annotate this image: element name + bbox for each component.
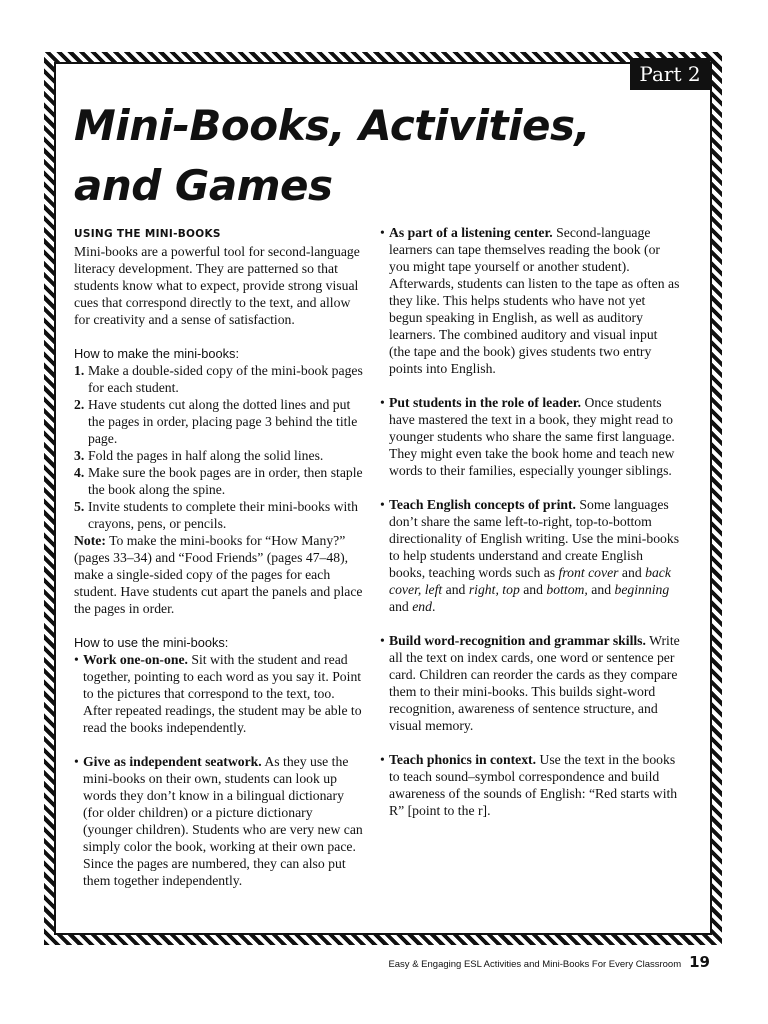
bullet-item: • Teach English concepts of print. Some languages don’t share the same left-to-right, top-to-bottom directionality of English writing. Use the mini-books to help students understand and create English books, teaching words such as front cover and back cover, left and right, top and bottom, and beginning and end. [380,497,680,614]
bullet-icon: • [74,652,79,667]
bullet-icon: • [380,395,385,410]
bullet-icon: • [74,754,79,769]
bullet-icon: • [380,225,385,240]
bullet-item: • Work one-on-one. Sit with the student and read together, pointing to each word as you say it. Point to the pictures that correspond to the text, too. After repeated readings, the student may be able to read the books independently. [74,652,362,735]
page-footer [380,953,710,973]
bullet-icon: • [380,497,385,512]
intro-paragraph: Mini-books are a powerful tool for second-language literacy development. They are patterned so that students know what to expect, provide strong visual cues that correspond directly to the text, and allow for creativity and a sense of satisfaction. [74,244,360,327]
note-paragraph: Note: To make the mini-books for “How Many?” (pages 33–34) and “Food Friends” (pages 47–48), make a single-sided copy of the pages for each student. Have students cut apart the panels and place the pages in order. [74,533,363,616]
bullet-item: • Teach phonics in context. Use the text in the books to teach sound–symbol correspondence and build awareness of the sounds of English: “Red starts with R” [point to the r]. [380,752,678,818]
page-title: Mini-Books, Activities, and Games [74,101,590,210]
use-heading: How to use the mini-books: [74,635,229,650]
step-item: 3. Fold the pages in half along the solid lines. [74,448,324,463]
step-item: 5. Invite students to complete their mini-books with crayons, pens, or pencils. [74,499,358,531]
make-heading: How to make the mini-books: [74,346,240,361]
step-item: 1. Make a double-sided copy of the mini-book pages for each student. [74,363,363,395]
bullet-icon: • [380,633,385,648]
footer-text: Easy & Engaging ESL Activities and Mini-Books For Every Classroom [388,959,682,970]
bullet-icon: • [380,752,385,767]
bullet-item: • As part of a listening center. Second-language learners can tape themselves reading the book (or you might tape yourself or another student). Afterwards, students can listen to the tape as often as they like. This helps students who have not yet begun speaking in English, as well as auditory learners. The combined auditory and visual input (the tape and the book) gives students two entry points into English. [380,225,680,376]
page-number: 19 [689,953,710,971]
left-column [74,224,364,889]
bullet-item: • Build word-recognition and grammar skills. Write all the text on index cards, one word or sentence per card. Children can reorder the cards as they compare them to their mini-books. This builds sight-word recognition, awareness of sentence structure, and visual memory. [380,633,680,733]
part-label: Part 2 [630,58,710,90]
bullet-item: • Put students in the role of leader. Once students have mastered the text in a book, they might read to younger students who share the same first language. They might even take the book home and teach new words to their families, especially younger siblings. [380,395,675,478]
right-column [380,224,680,819]
bullet-item: • Give as independent seatwork. As they use the mini-books on their own, students can look up words they don’t know in a bilingual dictionary (for older children) or a picture dictionary (younger children). Students who are very new can simply color the book, working at their own pace. Since the pages are numbered, they can also put them together independently. [74,754,363,888]
step-item: 2. Have students cut along the dotted lines and put the pages in order, placing page 3 behind the title page. [74,397,358,446]
step-item: 4. Make sure the book pages are in order, then staple the book along the spine. [74,465,363,497]
section-heading: USING THE MINI-BOOKS [74,228,221,240]
